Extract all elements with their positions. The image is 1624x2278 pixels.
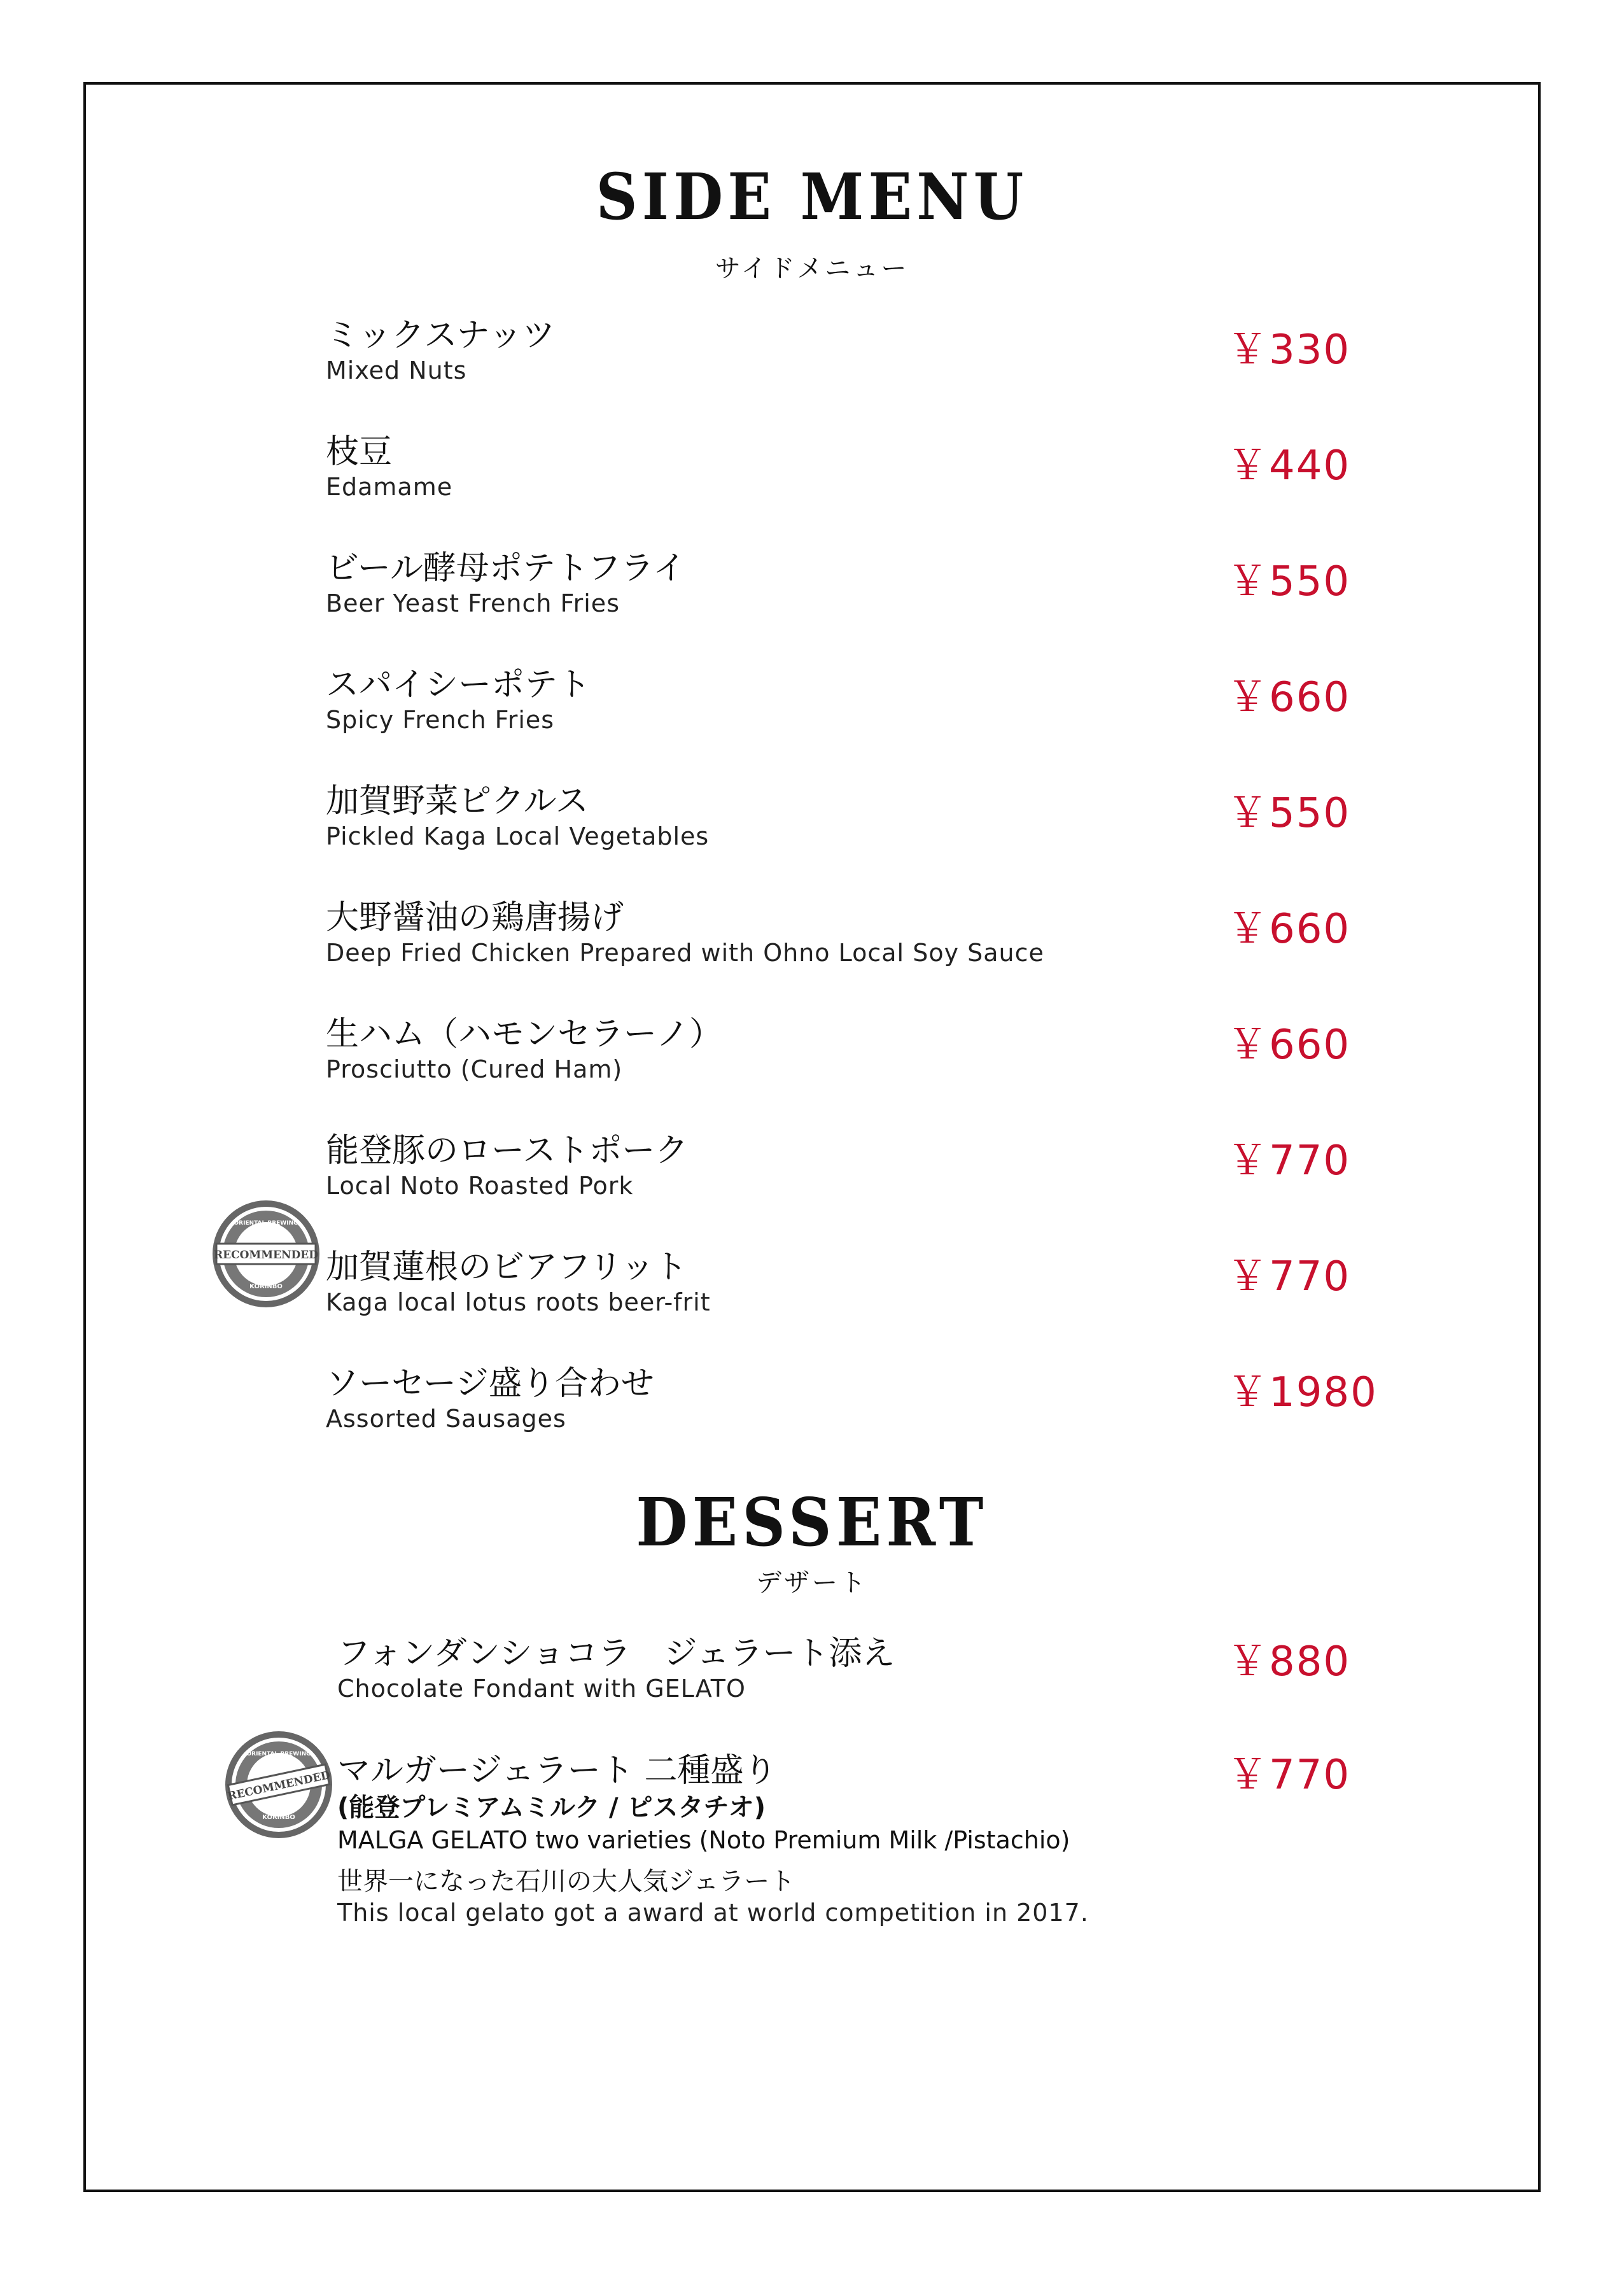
item-name-en: Kaga local lotus roots beer-frit	[326, 1288, 711, 1316]
item-name-en: Beer Yeast French Fries	[326, 589, 620, 617]
menu-item-sausages	[326, 1363, 654, 1433]
item-name-jp: 加賀蓮根のビアフリット	[326, 1248, 687, 1286]
item-name-en: Local Noto Roasted Pork	[326, 1172, 634, 1200]
dessert-subtitle: デザート	[756, 1568, 868, 1598]
item-name-en: Chocolate Fondant with GELATO	[337, 1675, 746, 1703]
side-menu-subtitle: サイドメニュー	[715, 254, 909, 283]
price-sausages: ￥1980	[1227, 1369, 1378, 1416]
dessert-title: DESSERT	[636, 1483, 988, 1561]
badge-bottom-text: KORINBO	[262, 1814, 295, 1821]
item-award-note-en: This local gelato got a award at world competition in 2017.	[337, 1899, 1089, 1927]
item-name-jp: フォンダンショコラ ジェラート添え	[337, 1635, 895, 1673]
item-name-en: Pickled Kaga Local Vegetables	[326, 822, 710, 850]
item-name-jp: 加賀野菜ピクルス	[326, 782, 589, 820]
item-flavors-jp: (能登プレミアムミルク / ピスタチオ)	[337, 1793, 766, 1822]
item-name-jp: 生ハム（ハモンセラーノ）	[326, 1015, 722, 1053]
menu-item-lotus-root	[326, 1247, 711, 1317]
price-fried-chicken: ￥660	[1227, 906, 1351, 953]
price-roast-pork: ￥770	[1227, 1137, 1351, 1185]
price-mixed-nuts: ￥330	[1227, 327, 1351, 374]
badge-top-text: ORIENTAL BREWING	[246, 1751, 311, 1757]
menu-item-spicy-fries	[326, 664, 591, 735]
menu-item-prosciutto	[326, 1014, 722, 1084]
item-name-jp: ビール酵母ポテトフライ	[326, 549, 686, 587]
badge-bottom-text: KORINBO	[249, 1283, 283, 1290]
item-name-en: Mixed Nuts	[326, 356, 467, 384]
item-name-en: Edamame	[326, 473, 453, 501]
price-edamame: ￥440	[1227, 442, 1351, 489]
dessert-item-chocolate-fondant	[337, 1633, 895, 1703]
badge-center-text: RECOMMENDED	[227, 1769, 332, 1803]
price-spicy-fries: ￥660	[1227, 674, 1351, 721]
item-name-jp: スパイシーポテト	[326, 666, 591, 704]
menu-item-edamame	[326, 432, 452, 502]
recommended-badge	[211, 1199, 321, 1309]
item-name-jp: ミックスナッツ	[326, 316, 556, 355]
item-name-en: MALGA GELATO two varieties (Noto Premium Milk /Pistachio)	[337, 1826, 1070, 1854]
item-name-jp: 能登豚のローストポーク	[326, 1132, 689, 1170]
item-name-en: Prosciutto (Cured Ham)	[326, 1055, 623, 1083]
item-name-jp: マルガージェラート 二種盛り	[337, 1752, 777, 1790]
price-kaga-pickles: ￥550	[1227, 790, 1351, 837]
price-lotus-root: ￥770	[1227, 1253, 1351, 1300]
badge-center-text: RECOMMENDED	[214, 1249, 318, 1262]
item-name-en: Assorted Sausages	[326, 1405, 566, 1433]
badge-top-text: ORIENTAL BREWING	[234, 1220, 298, 1227]
menu-item-kaga-pickles	[326, 781, 709, 851]
item-award-note-jp: 世界一になった石川の大人気ジェラート	[337, 1867, 795, 1896]
menu-item-mixed-nuts	[326, 315, 555, 385]
menu-item-fried-chicken	[326, 897, 1044, 967]
menu-item-roast-pork	[326, 1130, 688, 1200]
item-name-en: Spicy French Fries	[326, 706, 555, 734]
item-name-jp: 大野醤油の鶏唐揚げ	[326, 899, 624, 937]
item-name-en: Deep Fried Chicken Prepared with Ohno Local Soy Sauce	[326, 939, 1044, 967]
menu-item-beer-yeast-fries	[326, 548, 686, 618]
price-chocolate-fondant: ￥880	[1227, 1638, 1351, 1685]
recommended-badge	[224, 1730, 333, 1839]
price-beer-yeast-fries: ￥550	[1227, 558, 1351, 605]
item-name-jp: 枝豆	[326, 433, 393, 471]
price-malga-gelato: ￥770	[1227, 1752, 1351, 1799]
item-name-jp: ソーセージ盛り合わせ	[326, 1365, 654, 1403]
dessert-item-malga-gelato	[337, 1750, 1089, 1927]
side-menu-title: SIDE MENU	[596, 159, 1028, 234]
price-prosciutto: ￥660	[1227, 1022, 1351, 1069]
